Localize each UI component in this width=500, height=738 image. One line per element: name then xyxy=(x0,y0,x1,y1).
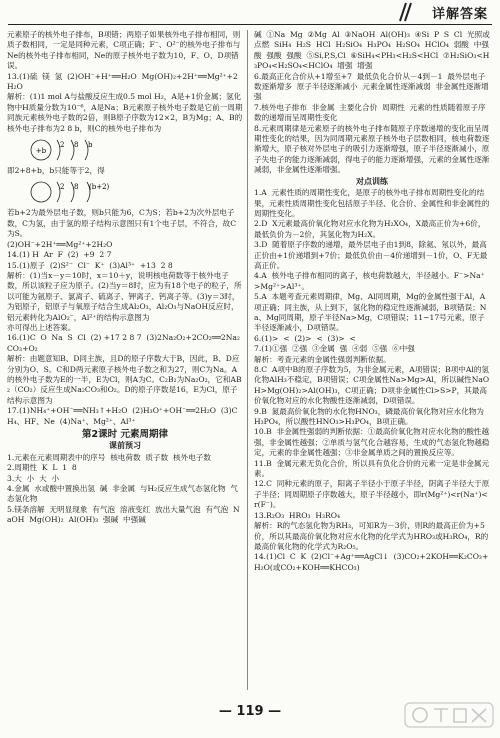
knowledge-item: 4.金属 水或酸中置换出氢 碱 非金属 与H₂反应生成气态氢化物 气态氢化物 xyxy=(7,484,238,504)
answer-15-tail: 亦可得出上述答案。 xyxy=(7,322,76,332)
training-answer: 10.B 非金属性强弱的判断依据：①最高价氧化物对应水化物的酸性越强，非金属性越强；②单质与氢气化合越容易，生成的气态氢化物越稳定，元素的非金属性越强；③非金属单质之间的置换反应等。 xyxy=(254,427,490,458)
atom-note: 即2+8+b，b只能等于2，得 xyxy=(7,166,105,176)
section-title: 第2课时 元素周期律 xyxy=(82,429,168,440)
training-answer: 9.B 氮最高价氧化物的水化物HNO₃，磷最高价氧化物对应水化物为H₃PO₄，所以酸性HNO₃>H₃PO₄，B项正确。 xyxy=(254,406,485,427)
training-answer: 1.A 元素性质的周期性变化，是原子的核外电子排布周期性变化的结果，元素性质周期性变化包括原子半径、化合价、金属性和非金属性的周期性变化。 xyxy=(254,188,490,218)
knowledge-continued: 碱 ①Na Mg ②Mg Al ③NaOH Al(OH)₃ ④Si P S Cl 光照或点燃 SiH₄ H₂S HCl H₂SiO₄ H₃PO₄ H₂SO₄ HClO₄ 弱酸 中强酸 强酸 强酸 ⑤Si,P,S,Cl ⑥SiH₄<PH₃<H₂S<HCl ⑦H₂SiO₃<H₃PO₄<H₂SO₄<HClO₄ 增强 增强 xyxy=(254,30,490,71)
atom-nucleus-label: +b xyxy=(35,147,47,156)
training-answer: 7.(1)①强 ②强 ③金属 强 ④弱 ⑤强 ⑥中强 xyxy=(254,344,415,354)
answer-13: 13.(1)硫 镁 氢 (2)OH⁻+H⁺══H₂O Mg(OH)₂+2H⁺══Mg²⁺+2H₂O xyxy=(7,71,238,92)
training-explanation: 解析：考查元素的金属性强弱判断依据。 xyxy=(254,354,391,364)
answer-15-explanation: 解析：(1)当x－y＝10时，x＝10＋y，说明核电荷数等于核外电子数，所以该粒子应为原子。(2)当y＝8时，应为有18个电子的粒子，所以可能为氩原子、氯离子、硫离子、钾离子、钙离子等。(3)y＝3时，为铝原子，铝原子与氧原子结合生成Al₂O₃，Al₂O₃与NaOH反应时，铝元素转化为AlO₂⁻，Al²⁺的结构示意图为 xyxy=(7,270,242,322)
training-answer: 5.A 本题考查元素周期律，Mg、Al同周期，Mg的金属性强于Al，A项正确；同主族，从上到下，氢化物的稳定性逐渐减弱，B项错误；Na、Mg同周期，原子半径Na>Mg，C项错误；11~17号元素，原子半径逐渐减小，D项错误。 xyxy=(254,292,487,333)
shell-label: 2 xyxy=(60,183,65,192)
page-number: — 119 — xyxy=(218,704,282,719)
training-answer: 3.D 随着原子序数的递增，最外层电子由1到8，除氦、氖以外，最高正价由+1价递增到+7价；最低负价由－4价递增到－1价，O、F无最高正价。 xyxy=(254,240,488,270)
training-explanation: 解析：R的气态氢化物为RH₃，可知R为－3价，则R的最高正价为+5价，所以其最高价氧化物对应水化物的化学式为HRO₃或H₃RO₄，R的最高价氧化物的化学式为R₂O₅。 xyxy=(254,521,489,551)
right-column xyxy=(254,30,490,692)
training-answer: 11.B 金属元素无负化合价，所以具有负化合价的元素一定是非金属元素。 xyxy=(254,458,490,479)
shell-label: 8 xyxy=(74,141,79,150)
answer-13-2: (2)OH⁻+2H⁺══Mg²⁺+2H₂O xyxy=(7,239,113,249)
page-footer xyxy=(0,700,500,730)
knowledge-item: 3.大 小 大 小 xyxy=(7,473,60,483)
atom-structure-diagram xyxy=(27,135,187,165)
training-answer: 6.(1)> < (2)> < (3)> < xyxy=(254,333,356,343)
knowledge-item: 1.元素在元素周期表中的序号 核电荷数 质子数 核外电子数 xyxy=(7,452,211,462)
page-header xyxy=(8,0,492,25)
shell-label: 8 xyxy=(74,183,79,192)
training-answer: 13.R₂O₃ HRO₃ H₃RO₄ xyxy=(254,510,341,520)
column-divider xyxy=(247,30,248,690)
training-answer: 12.C 同种元素的原子，阳离子半径小于原子半径，阴离子半径大于原子半径；同周期原子序数越大，原子半径越小，即r(Mg²⁺)<r(Na⁺)<r(F⁻)。 xyxy=(254,479,490,510)
knowledge-item: 2.周期性 K L 1 8 xyxy=(7,463,77,473)
shell-label: (b+2) xyxy=(89,183,110,192)
answer-14: 14.(1) H Ar F (2) +9 2 7 xyxy=(7,250,112,260)
answer-13-explanation-2: 若b+2为最外层电子数，则b只能为6，C为S；若b+2为次外层电子数，C为氢，由于氢的原子结构示意图只有1个电子层，不符合，故C为S。 xyxy=(7,208,237,239)
answer-16-explanation: 解析：由题意知B、D同主族，且D的原子序数大于B，因此，B、D应分别为O、S。C和D两元素原子核外电子数之和为27，则C为Na。A的核外电子数为E的一半，E为Cl，则A为C。C₂B₂为Na₂O₂，它和AB₂（CO₂）反应生成Na₂CO₃和O₂。D的原子序数是16，E为Cl，原子结构示意图为 xyxy=(7,354,242,405)
left-column xyxy=(7,30,243,692)
knowledge-item: 6.最高正化合价从+1增至+7 最低负化合价从－4到－1 最外层电子数逐渐增多 原子半径逐渐减小 元素金属性逐渐减弱 非金属性逐渐增强 xyxy=(254,71,489,102)
header-decoration-icon xyxy=(396,2,414,22)
shell-label: 2 xyxy=(60,141,65,150)
answer-13-explanation: 解析：(1)1 mol A与盐酸反应生成0.5 mol H₂，A是+1价金属；氢化物中H质量分数为10⁻⁶，A是Na；B元素原子核外电子数是它前一周期同族元素核外电子数的2倍，则B原子序数为12×2，B为Mg；A、B的核外电子排布为2 8 b，则C的核外电子排布为 xyxy=(7,92,243,133)
watermark-logo-icon xyxy=(404,700,494,730)
training-answer: 8.C A项中B的原子序数为5，为非金属元素，A项错误；B项中Al的氢化物AlH₃不稳定，B项错误；C项金属性Na>Mg>Al，所以碱性NaOH>Mg(OH)₂>Al(OH)₃，C项正确；D项非金属性Cl>S>P，其最高价氧化物对应的水化物酸性逐渐减弱，D项错误。 xyxy=(254,365,490,406)
intro-paragraph: 元素原子的核外电子排布，B项错；两原子如果核外电子排布相同，则质子数相同，一定是同种元素，C项正确；F⁻、O²⁻的核外电子排布与Ne的核外电子排布相同，Ne的原子核外电子数为10，F、O、D项错误。 xyxy=(7,30,241,71)
training-answer: 14.(1)Cl C K (2)Cl⁻+Ag⁺══AgCl↓ (3)CO₂+2KOH══K₂CO₃+H₂O(或CO₂+KOH══KHCO₃) xyxy=(254,552,489,572)
answer-17: 17.(1)NH₄⁺+OH⁻══NH₃↑+H₂O (2)H₃O⁺+OH⁻══2H₂O (3)CH₄、HF、Ne (4)Na⁺、Mg²⁺、Al³⁺ xyxy=(7,406,238,426)
training-answer: 4.A 核外电子排布相同的离子，核电荷数越大，半径越小。F⁻>Na⁺>Mg²⁺>Al³⁺。 xyxy=(254,271,485,291)
page-title: 详解答案 xyxy=(431,7,488,22)
training-title: 对点训练 xyxy=(356,176,388,186)
answer-15: 15.(1)原子 (2)S²⁻ Cl⁻ K⁺ (3)Al³⁺ +13 2 8 xyxy=(7,260,173,270)
knowledge-item: 8.元素周期律是元素原子的核外电子排布随原子序数递增的变化而呈周期性变化的结果，因为同周期元素原子核外电子层数相同，核电荷数逐渐增大，原子核对外层电子的吸引力逐渐增强，原子半径逐渐减小，原子失电子的能力逐渐减弱，得电子的能力逐渐增强，元素的金属性逐渐减弱，非金属性逐渐增强。 xyxy=(254,123,490,175)
answer-16: 16.(1)C O Na S Cl (2) +17 2 8 7 (3)2Na₂O₂+2CO₂══2Na₂CO₃+O₂ xyxy=(7,333,240,353)
shell-label: b xyxy=(88,141,93,150)
knowledge-item: 7.核外电子排布 非金属 主要化合价 周期性 元素的性质随着原子序数的递增而呈周期性变化 xyxy=(254,102,486,123)
knowledge-item: 5.镁条溶解 无明显现象 有气泡 溶液变红 放出大量气泡 有气泡 NaOH Mg(OH)₂ Al(OH)₃ 强碱 中强碱 xyxy=(7,504,240,525)
training-answer: 2.D X元素最高价氧化物对应水化物为H₂XO₄，X最高正价为+6价，最低负价为－2价，其氢化物为H₂X。 xyxy=(254,219,486,239)
atom-structure-diagram xyxy=(27,177,187,207)
section-subtitle: 课前预习 xyxy=(109,441,141,451)
